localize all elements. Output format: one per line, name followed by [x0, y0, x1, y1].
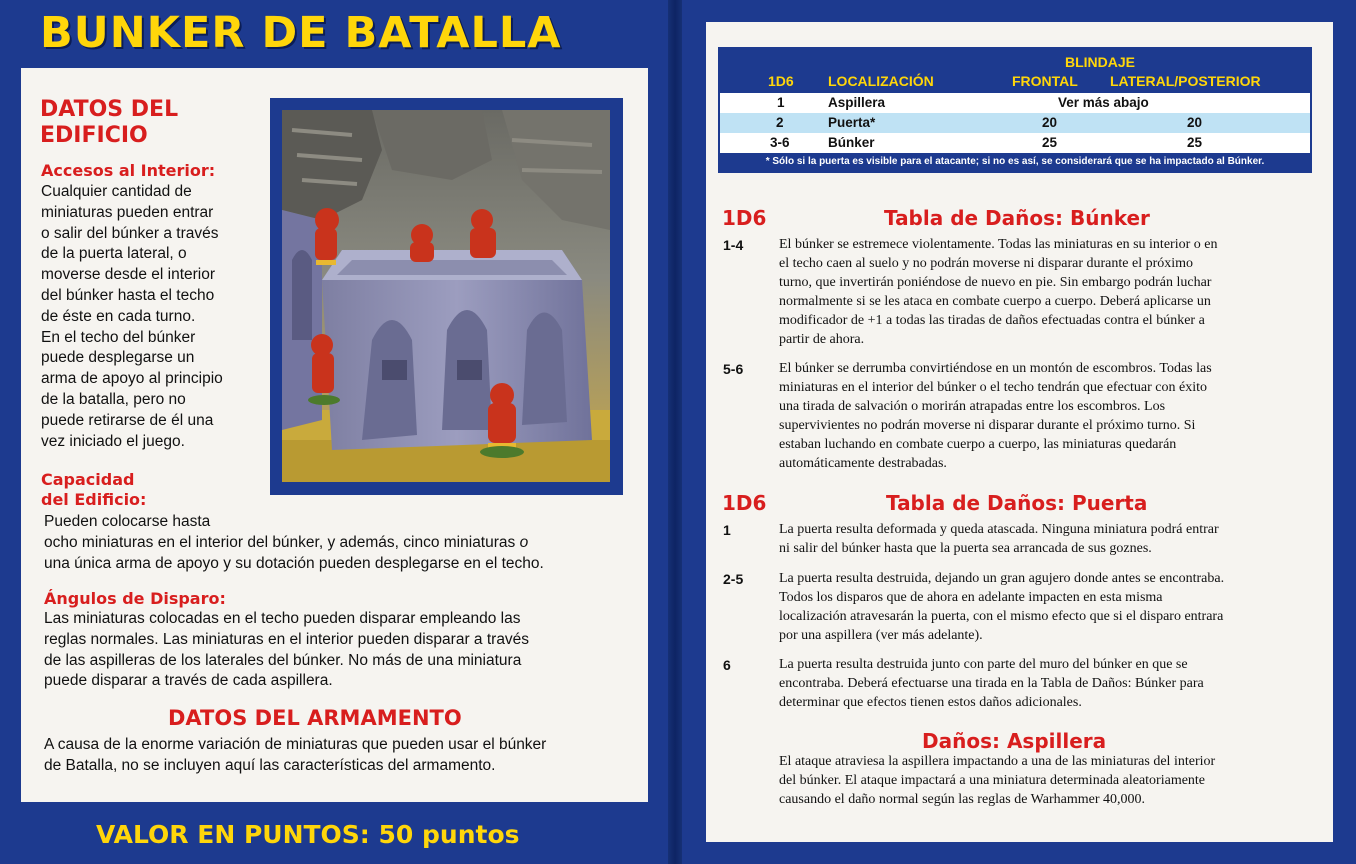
cell-lat: 25 [1187, 135, 1203, 150]
table-row [720, 133, 1310, 153]
damage-line: encontraba. Deberá efectuarse una tirada en la Tabla de Daños: Búnker para [779, 676, 1204, 691]
cell-d6: 3-6 [770, 135, 790, 150]
armament-line: A causa de la enorme variación de miniaturas que pueden usar el búnker [44, 736, 547, 753]
damage-line: turno, que invertirán poniéndose de nuevo en pie. Sin embargo podrán luchar [779, 275, 1212, 290]
firing-angles-line: puede disparar a través de cada aspillera. [44, 672, 333, 690]
firing-angles-line: Las miniaturas colocadas en el techo pueden disparar empleando las [44, 610, 521, 627]
firing-angles-line: de las aspilleras de los laterales del búnker. No más de una miniatura [44, 651, 522, 669]
capacity-title [41, 470, 146, 510]
header-lateral: LATERAL/POSTERIOR [1110, 73, 1261, 89]
damage-line: La puerta resulta destruida junto con parte del muro del búnker en que se [779, 657, 1188, 672]
firing-angles-line: reglas normales. Las miniaturas en el interior pueden disparar a través [44, 630, 530, 648]
cell-d6: 1 [777, 95, 785, 110]
damage-line: La puerta resulta destruida, dejando un gran agujero donde antes se encontraba. [779, 571, 1225, 586]
firing-angles-text [44, 609, 644, 692]
damage-line: El ataque atraviesa la aspillera impactando a una de las miniaturas del interior [779, 754, 1216, 769]
bunker-damage-d6: 1D6 [722, 206, 767, 230]
bunker-damage-title: Tabla de Daños: Búnker [884, 206, 1150, 230]
access-line: vez iniciado el juego. [41, 432, 185, 450]
damage-line: por una aspillera (ver más adelante). [779, 628, 983, 643]
access-line: puede desplegarse un [41, 349, 195, 367]
damage-line: partir de ahora. [779, 332, 865, 347]
cell-lat: 20 [1187, 115, 1203, 130]
damage-text [779, 520, 1315, 558]
damage-line: automáticamente destrabadas. [779, 456, 947, 471]
armor-table-footnote: * Sólo si la puerta es visible para el atacante; si no es así, se considerará que se ha impactado al Búnker. [720, 153, 1310, 171]
capacity-line: Pueden colocarse hasta [44, 513, 211, 530]
header-blindaje: BLINDAJE [1065, 54, 1136, 70]
access-line: moverse desde el interior [41, 266, 216, 284]
table-row [720, 113, 1310, 133]
damage-text [779, 655, 1315, 712]
loophole-damage-title: Daños: Aspillera [922, 729, 1107, 753]
access-line: o salir del búnker a través [41, 224, 219, 242]
damage-line: Todos los disparos que de ahora en adelante impacten en esta misma [779, 590, 1163, 605]
damage-text [779, 235, 1315, 349]
roll-label: 1-4 [723, 237, 744, 253]
damage-text [779, 569, 1315, 645]
damage-line: La puerta resulta deformada y queda atascada. Ninguna miniatura podrá entrar [779, 522, 1219, 537]
cell-front: 25 [1042, 135, 1058, 150]
damage-line: modificador de +1 a todas las tiradas de daños efectuadas contra el búnker a [779, 313, 1205, 328]
building-data-title-line2: EDIFICIO [40, 123, 148, 148]
damage-line: ni salir del búnker hasta que la puerta sea arrancada de sus goznes. [779, 541, 1152, 556]
access-line: arma de apoyo al principio [41, 370, 223, 388]
access-line: Cualquier cantidad de [41, 183, 192, 200]
roll-label: 5-6 [723, 361, 744, 377]
bunker-photo-frame [270, 98, 623, 495]
armament-title: DATOS DEL ARMAMENTO [168, 706, 462, 730]
damage-line: del búnker. El ataque impactará a una miniatura determinada aleatoriamente [779, 773, 1206, 788]
roll-label: 6 [723, 657, 731, 673]
capacity-line-text: ocho miniaturas en el interior del búnker, y además, cinco miniaturas [44, 533, 520, 551]
points-value: VALOR EN PUNTOS: 50 puntos [96, 820, 520, 849]
damage-line: una tirada de salvación o morirán atrapadas entre los escombros. Los [779, 399, 1166, 414]
capacity-line [44, 533, 644, 554]
access-line: de la puerta lateral, o [41, 245, 187, 263]
capacity-title-line2: del Edificio: [41, 490, 147, 509]
cell-front: 20 [1042, 115, 1058, 130]
capacity-line-italic: o [519, 533, 529, 551]
cell-loc: Aspillera [828, 95, 886, 110]
damage-line: estaban luchando en combate cuerpo a cuerpo, las miniaturas quedarán [779, 437, 1177, 452]
capacity-title-line1: Capacidad [41, 470, 135, 489]
capacity-text [44, 512, 644, 574]
roll-label: 1 [723, 522, 731, 538]
building-data-title [40, 97, 178, 149]
armor-table-header [720, 49, 1310, 93]
door-damage-title: Tabla de Daños: Puerta [886, 491, 1148, 515]
damage-line: causando el daño normal según las reglas de Warhammer 40,000. [779, 792, 1146, 807]
cell-loc: Búnker [828, 135, 875, 150]
damage-line: localización atravesarán la puerta, con el mismo efecto que si el disparo entrara [779, 609, 1224, 624]
page-title: BUNKER DE BATALLA [40, 8, 562, 58]
damage-line: supervivientes no podrán moverse ni disparar durante el próximo turno. Si [779, 418, 1196, 433]
armor-table [718, 47, 1312, 173]
cell-front: Ver más abajo [1058, 95, 1149, 110]
access-title: Accesos al Interior: [41, 161, 216, 180]
building-data-title-line1: DATOS DEL [40, 97, 179, 122]
access-line: de éste en cada turno. [41, 307, 196, 325]
damage-line: determinar que efectos tienen estos daños adicionales. [779, 695, 1082, 710]
header-frontal: FRONTAL [1012, 73, 1078, 89]
access-line: puede retirarse de él una [41, 411, 214, 429]
access-line: de la batalla, pero no [41, 390, 186, 408]
capacity-line: una única arma de apoyo y su dotación pueden desplegarse en el techo. [44, 554, 544, 572]
access-line: En el techo del búnker [41, 328, 196, 346]
door-damage-d6: 1D6 [722, 491, 767, 515]
table-row [720, 93, 1310, 113]
armament-text [44, 735, 644, 777]
damage-line: el techo caen al suelo y no podrán moverse ni disparar durante el próximo [779, 256, 1194, 271]
damage-line: normalmente si se les ataca en combate cuerpo a cuerpo. Deberá aplicarse un [779, 294, 1211, 309]
access-line: miniaturas pueden entrar [41, 203, 214, 221]
damage-text [779, 359, 1315, 473]
bunker-photo [282, 110, 610, 482]
access-line: del búnker hasta el techo [41, 286, 215, 304]
cell-d6: 2 [776, 115, 784, 130]
damage-line: El búnker se derrumba convirtiéndose en un montón de escombros. Todas las [779, 361, 1212, 376]
armament-line: de Batalla, no se incluyen aquí las características del armamento. [44, 756, 496, 774]
access-text [41, 182, 271, 452]
page-spine [668, 0, 682, 864]
damage-line: El búnker se estremece violentamente. Todas las miniaturas en su interior o en [779, 237, 1218, 252]
damage-line: miniaturas en el interior del búnker o el techo tendrán que efectuar con éxito [779, 380, 1207, 395]
bunker-illustration [282, 110, 610, 482]
firing-angles-title: Ángulos de Disparo: [44, 589, 226, 608]
roll-label: 2-5 [723, 571, 744, 587]
header-localizacion: LOCALIZACIÓN [828, 73, 934, 89]
loophole-damage-text [779, 752, 1315, 809]
header-d6: 1D6 [768, 73, 794, 89]
cell-loc: Puerta* [828, 115, 876, 130]
